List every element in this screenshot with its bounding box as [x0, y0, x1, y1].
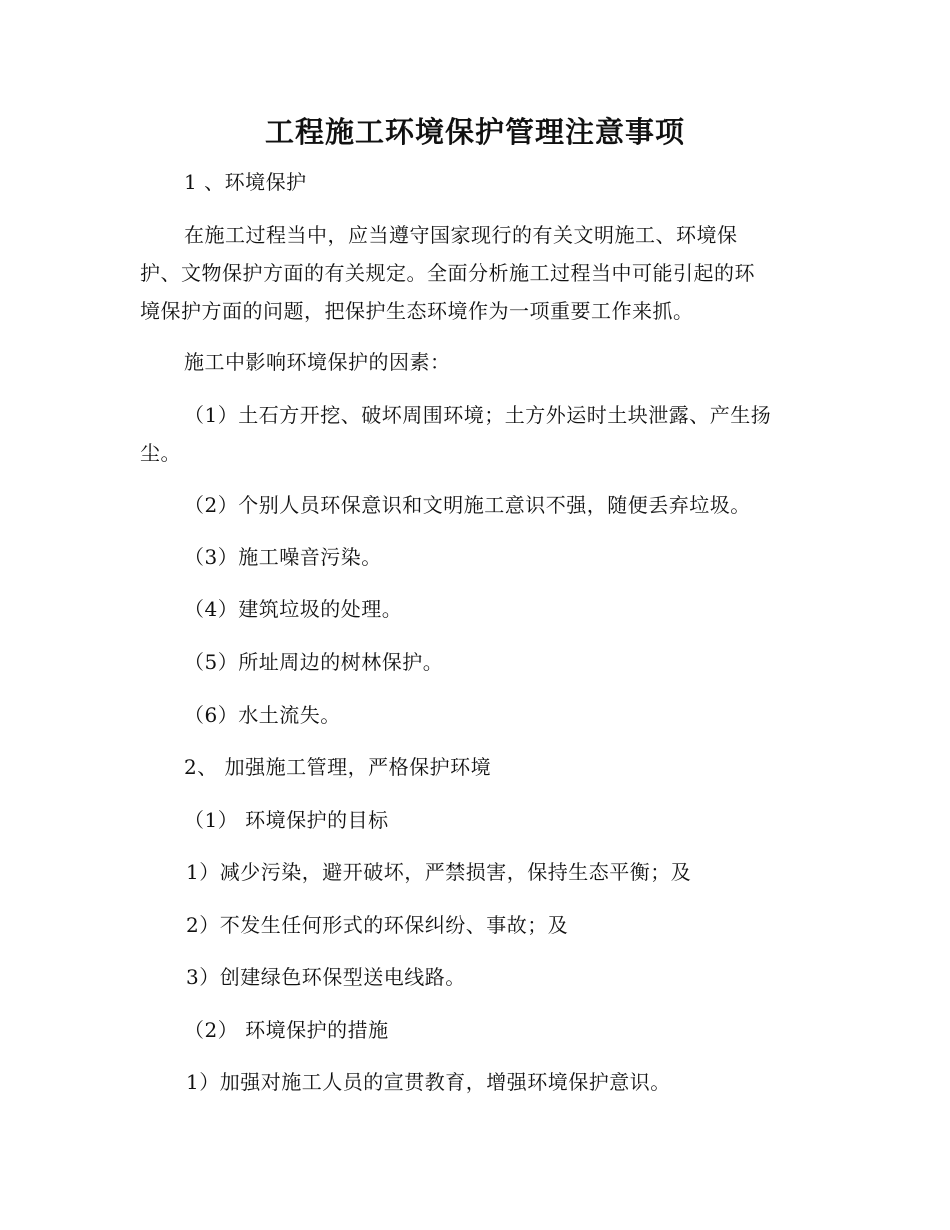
factor-5: （5）所址周边的树林保护。 — [184, 650, 444, 674]
factor-6: （6）水土流失。 — [184, 703, 341, 727]
factor-4: （4）建筑垃圾的处理。 — [184, 597, 403, 621]
factors-heading: 施工中影响环境保护的因素： — [184, 350, 451, 374]
goal-item-1: 1）减少污染，避开破坏，严禁损害，保持生态平衡；及 — [186, 860, 692, 884]
factor-1-line: （1）土石方开挖、破坏周围环境；土方外运时土块泄露、产生扬 — [184, 403, 772, 427]
section1-heading: 1 、环境保护 — [184, 170, 307, 194]
intro-line: 境保护方面的问题，把保护生态环境作为一项重要工作来抓。 — [140, 299, 694, 323]
measure-item-1: 1）加强对施工人员的宣贯教育，增强环境保护意识。 — [186, 1070, 671, 1094]
intro-paragraph — [140, 216, 812, 330]
intro-line: 在施工过程当中，应当遵守国家现行的有关文明施工、环境保 — [184, 223, 738, 247]
factor-1-line: 尘。 — [140, 441, 181, 465]
goal-heading: （1） 环境保护的目标 — [184, 808, 389, 832]
goal-item-3: 3）创建绿色环保型送电线路。 — [186, 965, 466, 989]
factor-2: （2）个别人员环保意识和文明施工意识不强，随便丢弃垃圾。 — [184, 493, 751, 517]
document-title: 工程施工环境保护管理注意事项 — [264, 115, 685, 149]
factor-1-paragraph — [140, 396, 812, 472]
measures-heading: （2） 环境保护的措施 — [184, 1018, 389, 1042]
intro-line: 护、文物保护方面的有关规定。全面分析施工过程当中可能引起的环 — [140, 261, 755, 285]
factor-3: （3）施工噪音污染。 — [184, 545, 382, 569]
goal-item-2: 2）不发生任何形式的环保纠纷、事故；及 — [186, 913, 569, 937]
section2-heading: 2、 加强施工管理，严格保护环境 — [184, 755, 492, 779]
